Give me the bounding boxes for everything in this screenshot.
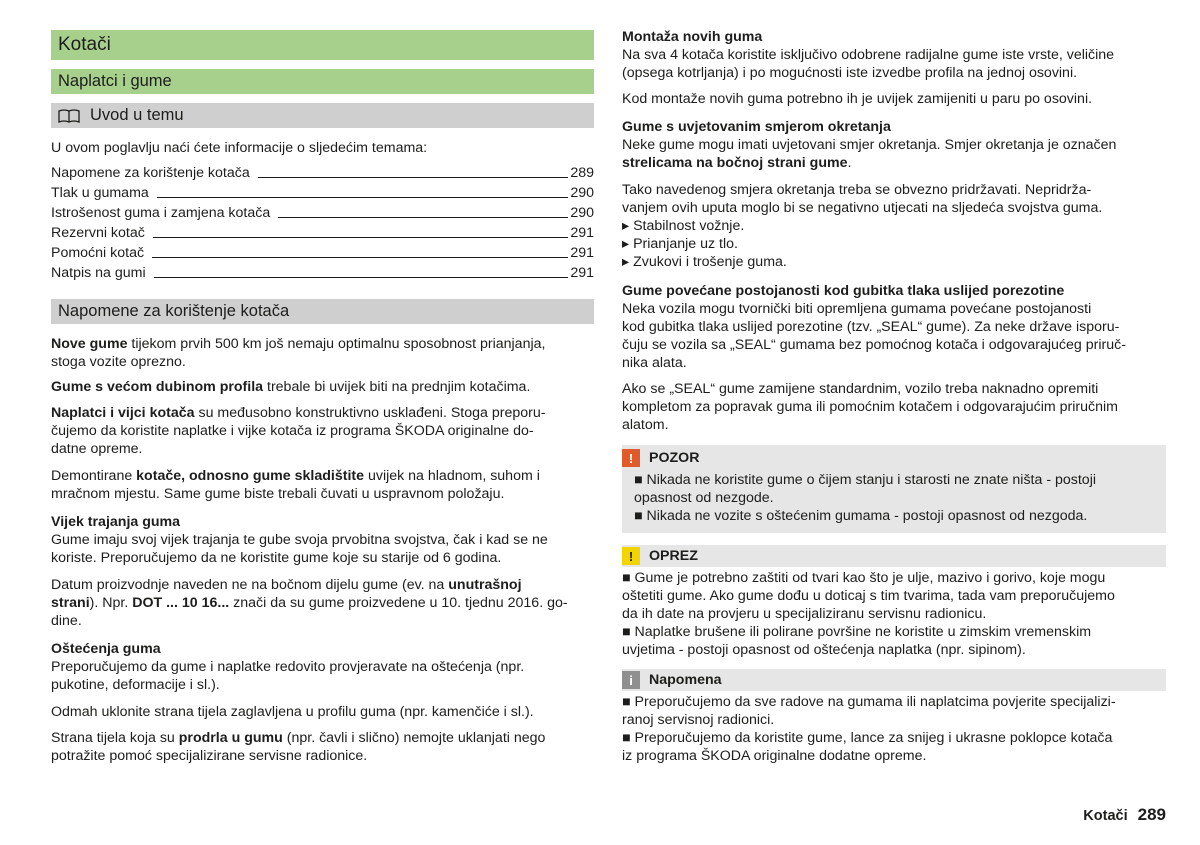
toc-label: Pomoćni kotač	[51, 245, 145, 261]
heading-seal: Gume povećane postojanosti kod gubitka tlaka uslijed porezotine	[622, 283, 1065, 299]
caution-header	[622, 545, 1166, 567]
page-footer	[1083, 805, 1166, 825]
text: vanjem ovih uputa moglo bi se negativno utjecati na sljedeća svojstva guma.	[622, 200, 1103, 216]
bold-term: prodrla u gumu	[178, 730, 283, 746]
text: ■ Preporučujemo da koristite gume, lance za snijeg i ukrasne poklopce kotača	[622, 730, 1113, 746]
text: Strana tijela koja su	[51, 730, 179, 746]
note-box	[622, 669, 1166, 769]
toc-item[interactable]	[51, 243, 594, 263]
toc-label: Natpis na gumi	[51, 265, 146, 281]
toc-leader	[278, 217, 568, 218]
text: čujemo da koristite naplatke i vijke kotača iz programa ŠKODA originalne do-	[51, 423, 534, 439]
toc-leader	[258, 177, 569, 178]
toc-page: 291	[570, 245, 594, 261]
paragraph-storage	[51, 467, 594, 503]
text: alatom.	[622, 417, 669, 433]
subchapter-title: Naplatci i gume	[51, 69, 594, 94]
text: trebale bi uvijek biti na prednjim kotačima.	[263, 379, 531, 395]
paragraph-rims-bolts	[51, 404, 594, 458]
paragraph-tread-depth	[51, 378, 594, 396]
paragraph-direction	[622, 136, 1166, 172]
toc-item[interactable]	[51, 223, 594, 243]
heading-direction: Gume s uvjetovanim smjerom okretanja	[622, 119, 891, 135]
toc-page: 291	[570, 265, 594, 281]
toc-label: Napomene za korištenje kotača	[51, 165, 250, 181]
text: su međusobno konstruktivno usklađeni. Stoga preporu-	[194, 405, 546, 421]
bold-term: Gume s većom dubinom profila	[51, 379, 264, 395]
note-text	[622, 693, 1166, 765]
text: koriste. Preporučujemo da ne koristite gume koje su starije od 6 godina.	[51, 550, 502, 566]
intro-title: Uvod u temu	[90, 106, 184, 124]
chapter-title: Kotači	[51, 30, 594, 60]
bullet-arrow: ▸	[622, 236, 630, 252]
bold-term: Nove gume	[51, 336, 128, 352]
text: Demontirane	[51, 468, 137, 484]
heading-tyre-lifespan: Vijek trajanja guma	[51, 514, 181, 530]
intro-header	[51, 103, 594, 128]
text: uvijek na hladnom, suhom i	[364, 468, 540, 484]
text: Tako navedenog smjera okretanja treba se obvezno pridržavati. Nepridrža-	[622, 182, 1092, 198]
text: čuju se vozila sa „SEAL“ gumama bez pomoćnog kotača i odgovarajućeg priruč-	[622, 337, 1126, 353]
toc-page: 290	[570, 205, 594, 221]
table-of-contents	[51, 163, 594, 283]
toc-leader	[153, 237, 568, 238]
text: Datum proizvodnje naveden ne na bočnom dijelu gume (ev. na	[51, 577, 449, 593]
text: stoga vozite oprezno.	[51, 354, 186, 370]
text: znači da su gume proizvedene u 10. tjednu 2016. go-	[229, 595, 568, 611]
caution-title: OPREZ	[649, 548, 698, 564]
bold-term: strani	[51, 595, 90, 611]
paragraph-foreign-objects: Odmah uklonite strana tijela zaglavljena u profilu guma (npr. kamenčiće i sl.).	[51, 704, 534, 720]
page-number: 289	[1137, 805, 1166, 824]
text: .	[847, 155, 852, 171]
section-title: Napomene za korištenje kotača	[51, 299, 594, 324]
text: ■ Gume je potrebno zaštiti od tvari kao što je ulje, mazivo i gorivo, koje mogu	[622, 570, 1106, 586]
text: (opsega kotrljanja) i po mogućnosti iste izvedbe profila na jednoj osovini.	[622, 65, 1078, 81]
paragraph-new-tyres	[51, 335, 594, 371]
text: Ako se „SEAL“ gume zamijene standardnim, vozilo treba naknadno opremiti	[622, 381, 1099, 397]
text: tijekom prvih 500 km još nemaju optimalnu sposobnost prianjanja,	[127, 336, 546, 352]
warning-header	[622, 447, 1166, 469]
paragraph-direction-obey	[622, 181, 1166, 271]
bold-term: unutrašnoj	[448, 577, 522, 593]
text: dine.	[51, 613, 82, 629]
text: opasnost od nezgode.	[634, 490, 774, 506]
text: ■ Preporučujemo da sve radove na gumama ili naplatcima povjerite specijalizi-	[622, 694, 1116, 710]
text: ranoj servisnoj radionici.	[622, 712, 775, 728]
toc-item[interactable]	[51, 183, 594, 203]
note-header	[622, 669, 1166, 691]
toc-leader	[152, 257, 568, 258]
paragraph-seal	[622, 300, 1166, 372]
paragraph-mounting	[622, 46, 1166, 82]
toc-leader	[157, 197, 569, 198]
text: Preporučujemo da gume i naplatke redovito provjeravate na oštećenja (npr.	[51, 659, 525, 675]
toc-label: Tlak u gumama	[51, 185, 149, 201]
text: oštetiti gume. Ako gume dođu u doticaj s tim tvarima, tada vam preporučujemo	[622, 588, 1115, 604]
toc-item[interactable]	[51, 163, 594, 183]
bullet-arrow: ▸	[622, 218, 630, 234]
heading-mounting: Montaža novih guma	[622, 29, 763, 45]
bold-term: kotače, odnosno gume skladištite	[136, 468, 365, 484]
bullet-arrow: ▸	[622, 254, 630, 270]
text: Gume imaju svoj vijek trajanja te gube svoja prvobitna svojstva, čak i kad se ne	[51, 532, 548, 548]
footer-section: Kotači	[1083, 808, 1128, 824]
info-icon: i	[622, 671, 640, 689]
toc-item[interactable]	[51, 203, 594, 223]
toc-item[interactable]	[51, 263, 594, 283]
list-item: Prianjanje uz tlo.	[633, 236, 738, 252]
list-item: Stabilnost vožnje.	[633, 218, 745, 234]
list-item: Zvukovi i trošenje guma.	[633, 254, 787, 270]
text: Neke gume mogu imati uvjetovani smjer okretanja. Smjer okretanja je označen	[622, 137, 1117, 153]
text: (npr. čavli i slično) nemojte uklanjati nego	[282, 730, 546, 746]
warning-icon: !	[622, 449, 640, 467]
caution-text	[622, 569, 1166, 659]
text: kompletom za popravak guma ili pomoćnim kotačem i odgovarajućim priručnim	[622, 399, 1118, 415]
text: ■ Naplatke brušene ili polirane površine ne koristite u zimskim vremenskim	[622, 624, 1092, 640]
toc-label: Istrošenost guma i zamjena kotača	[51, 205, 271, 221]
text: ). Npr.	[89, 595, 133, 611]
bold-term: DOT ... 10 16...	[132, 595, 230, 611]
text: da ih date na provjeru u specijaliziranu servisnu radionicu.	[622, 606, 987, 622]
text: pukotine, deformacije i sl.).	[51, 677, 220, 693]
paragraph-lifespan	[51, 531, 594, 567]
toc-page: 289	[570, 165, 594, 181]
text: ■ Nikada ne vozite s oštećenim gumama - postoji opasnost od nezgoda.	[634, 508, 1088, 524]
text: ■ Nikada ne koristite gume o čijem stanju i starosti ne znate ništa - postoji	[634, 472, 1096, 488]
toc-page: 291	[570, 225, 594, 241]
text: nika alata.	[622, 355, 687, 371]
bold-term: Naplatci i vijci kotača	[51, 405, 195, 421]
toc-page: 290	[570, 185, 594, 201]
text: datne opreme.	[51, 441, 143, 457]
text: uvjetima - postoji opasnost od oštećenja naplatka (npr. sipinom).	[622, 642, 1026, 658]
heading-damage: Oštećenja guma	[51, 641, 161, 657]
caution-icon: !	[622, 547, 640, 565]
warning-box	[622, 445, 1166, 533]
paragraph-dot	[51, 576, 594, 630]
right-column	[622, 0, 1166, 845]
left-column	[51, 0, 594, 845]
open-book-icon	[58, 109, 80, 123]
text: Na sva 4 kotača koristite isključivo odobrene radijalne gume iste vrste, veličine	[622, 47, 1115, 63]
toc-label: Rezervni kotač	[51, 225, 145, 241]
text: potražite pomoć specijalizirane servisne radionice.	[51, 748, 368, 764]
text: kod gubitka tlaka uslijed porezotine (tzv. „SEAL“ gume). Za neke države isporu-	[622, 319, 1120, 335]
bold-term: strelicama na bočnoj strani gume	[622, 155, 848, 171]
note-title: Napomena	[649, 672, 722, 688]
warning-title: POZOR	[649, 450, 700, 466]
paragraph-damage-check	[51, 658, 594, 694]
paragraph-pairs: Kod montaže novih guma potrebno ih je uvijek zamijeniti u paru po osovini.	[622, 91, 1093, 107]
text: Neka vozila mogu tvornički biti opremljena gumama povećane postojanosti	[622, 301, 1092, 317]
caution-box	[622, 543, 1166, 659]
paragraph-seal-replace	[622, 380, 1166, 434]
text: iz programa ŠKODA originalne dodatne opreme.	[622, 748, 927, 764]
text: mračnom mjestu. Same gume biste trebali čuvati u uspravnom položaju.	[51, 486, 505, 502]
toc-leader	[154, 277, 569, 278]
warning-text	[634, 471, 1164, 525]
paragraph-penetrated	[51, 729, 594, 765]
intro-text: U ovom poglavlju naći ćete informacije o sljedećim temama:	[51, 140, 428, 156]
